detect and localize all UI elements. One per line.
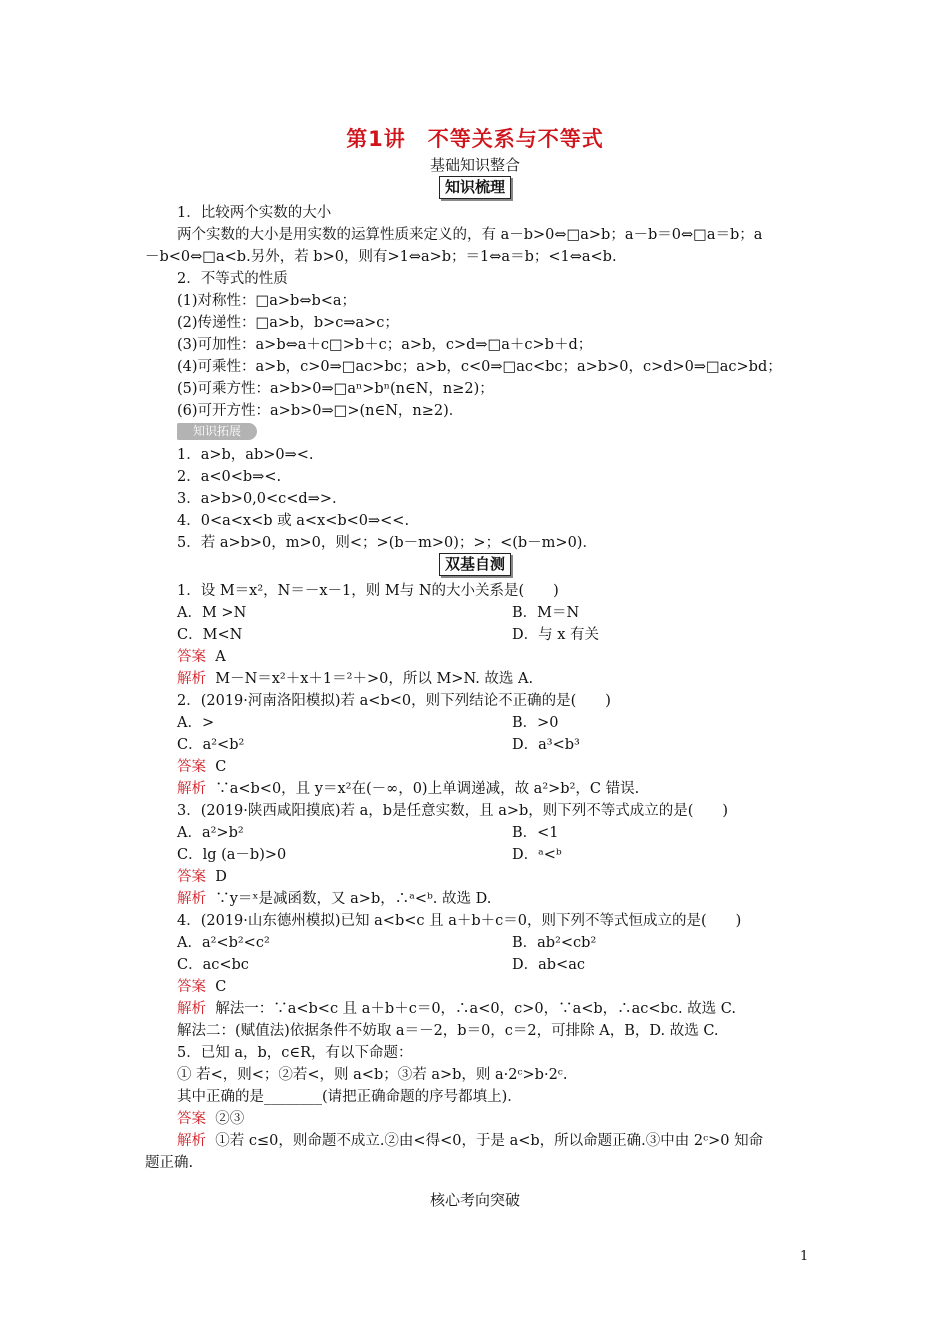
explanation-label: 解析 [177, 1133, 206, 1149]
option-c: C．M<N [177, 627, 243, 643]
text-line: (6)可开方性：a>b>0⇒□>(n∈N，n≥2)． [177, 403, 464, 419]
explanation-line [177, 999, 736, 1019]
answer-value: C [215, 759, 227, 775]
knowledge-extension-tag: 知识拓展 [177, 423, 257, 440]
text-line: 1．比较两个实数的大小 [177, 205, 332, 221]
text-line: 1．a>b，ab>0⇒<. [177, 447, 314, 463]
text-line: (5)可乘方性：a>b>0⇒□aⁿ>bⁿ(n∈N，n≥2)； [177, 381, 494, 397]
text-line: 2．a<0<b⇒<. [177, 469, 282, 485]
text-line: 5．若 a>b>0，m>0，则<；>(b－m>0)；>；<(b－m>0)． [177, 535, 597, 551]
question-stem: 5．已知 a，b，c∈R，有以下命题： [177, 1045, 413, 1061]
explanation-text: M－N＝x²＋x＋1＝²＋>0，所以 M>N. 故选 A. [215, 671, 534, 687]
explanation-label: 解析 [177, 1001, 206, 1017]
answer-line [177, 1109, 244, 1129]
explanation-text: ①若 c≤0，则命题不成立.②由<得<0，于是 a<b，所以命题正确.③中由 2ᶜ>0 知命 [215, 1133, 764, 1149]
question-blank: 其中正确的是________(请把正确命题的序号都填上)． [177, 1089, 522, 1105]
explanation-label: 解析 [177, 781, 206, 797]
answer-line [177, 977, 226, 997]
option-a: A．M >N [177, 605, 247, 621]
explanation-line [177, 669, 533, 689]
text-line: 4．0<a<x<b 或 a<x<b<0⇒<<. [177, 513, 410, 529]
explanation-line-2: 解法二：(赋值法)依据条件不妨取 a＝－2，b＝0，c＝2，可排除 A，B，D. 故选 C. [177, 1023, 719, 1039]
text-line: (2)传递性：□a>b，b>c⇒a>c； [177, 315, 399, 331]
question-stem: 2．(2019·河南洛阳模拟)若 a<b<0，则下列结论不正确的是( ) [177, 693, 611, 709]
option-a: A．a²>b² [177, 825, 244, 841]
question-stem: 4．(2019·山东德州模拟)已知 a<b<c 且 a＋b＋c＝0，则下列不等式恒成立的是( ) [177, 913, 742, 929]
option-c: C．a²<b² [177, 737, 245, 753]
explanation-line [177, 889, 491, 909]
page-title: 第1讲 不等关系与不等式 [346, 127, 604, 151]
page-number: 1 [800, 1249, 809, 1264]
answer-line [177, 757, 226, 777]
explanation-text: ∵a<b<0，且 y＝x²在(－∞，0)上单调递减，故 a²>b²，C 错误. [215, 781, 640, 797]
text-line: 3．a>b>0,0<c<d⇒>. [177, 491, 337, 507]
explanation-label: 解析 [177, 671, 206, 687]
answer-line [177, 647, 226, 667]
answer-value: ②③ [215, 1111, 245, 1127]
question-stem: 1．设 M＝x²，N＝－x－1，则 M与 N的大小关系是( ) [177, 583, 559, 599]
option-b: B．<1 [512, 825, 559, 841]
option-b: B．ab²<cb² [512, 935, 597, 951]
explanation-line [177, 779, 639, 799]
explanation-label: 解析 [177, 891, 206, 907]
option-b: B．M＝N [512, 605, 580, 621]
next-section-title: 核心考向突破 [429, 1191, 520, 1209]
answer-label: 答案 [177, 759, 206, 775]
explanation-line [177, 1131, 763, 1151]
section-heading-knowledge: 知识梳理 [0, 176, 950, 199]
answer-value: A [215, 649, 226, 665]
text-line: 两个实数的大小是用实数的运算性质来定义的，有 a－b>0⇔□a>b；a－b＝0⇔□a＝b；a [177, 227, 763, 243]
answer-label: 答案 [177, 979, 206, 995]
answer-value: C [215, 979, 227, 995]
question-stem: 3．(2019·陕西咸阳摸底)若 a，b是任意实数，且 a>b，则下列不等式成立的是( ) [177, 803, 729, 819]
answer-label: 答案 [177, 649, 206, 665]
text-line: (3)可加性：a>b⇔a＋c□>b＋c；a>b，c>d⇒□a＋c>b＋d； [177, 337, 593, 353]
answer-label: 答案 [177, 1111, 206, 1127]
text-line: 2．不等式的性质 [177, 271, 288, 287]
section-heading-self-test: 双基自测 [0, 553, 950, 576]
text-line: (1)对称性：□a>b⇔b<a； [177, 293, 357, 309]
option-d: D．ab<ac [512, 957, 585, 973]
option-d: D．a³<b³ [512, 737, 580, 753]
option-a: A．> [177, 715, 215, 731]
question-items: ① 若<，则<；②若<，则 a<b；③若 a>b，则 a·2ᶜ>b·2ᶜ. [177, 1067, 568, 1083]
explanation-line-2: 题正确. [145, 1155, 194, 1171]
option-c: C．lg (a－b)>0 [177, 847, 287, 863]
option-d: D．ᵃ<ᵇ [512, 847, 562, 863]
answer-value: D [215, 869, 227, 885]
explanation-text: 解法一：∵a<b<c 且 a＋b＋c＝0，∴a<0，c>0，∵a<b，∴ac<bc. 故选 C. [215, 1001, 736, 1017]
option-b: B．>0 [512, 715, 559, 731]
page-subtitle: 基础知识整合 [429, 156, 520, 174]
text-line: －b<0⇔□a<b.另外，若 b>0，则有>1⇔a>b；＝1⇔a＝b；<1⇔a<b. [145, 249, 617, 265]
option-a: A．a²<b²<c² [177, 935, 270, 951]
answer-line [177, 867, 227, 887]
text-line: (4)可乘性：a>b，c>0⇒□ac>bc；a>b，c<0⇒□ac<bc；a>b>0，c>d>0⇒□ac>bd； [177, 359, 782, 375]
explanation-text: ∵y＝ˣ是减函数，又 a>b，∴ᵃ<ᵇ. 故选 D. [215, 891, 492, 907]
option-d: D．与 x 有关 [512, 627, 600, 643]
option-c: C．ac<bc [177, 957, 249, 973]
answer-label: 答案 [177, 869, 206, 885]
